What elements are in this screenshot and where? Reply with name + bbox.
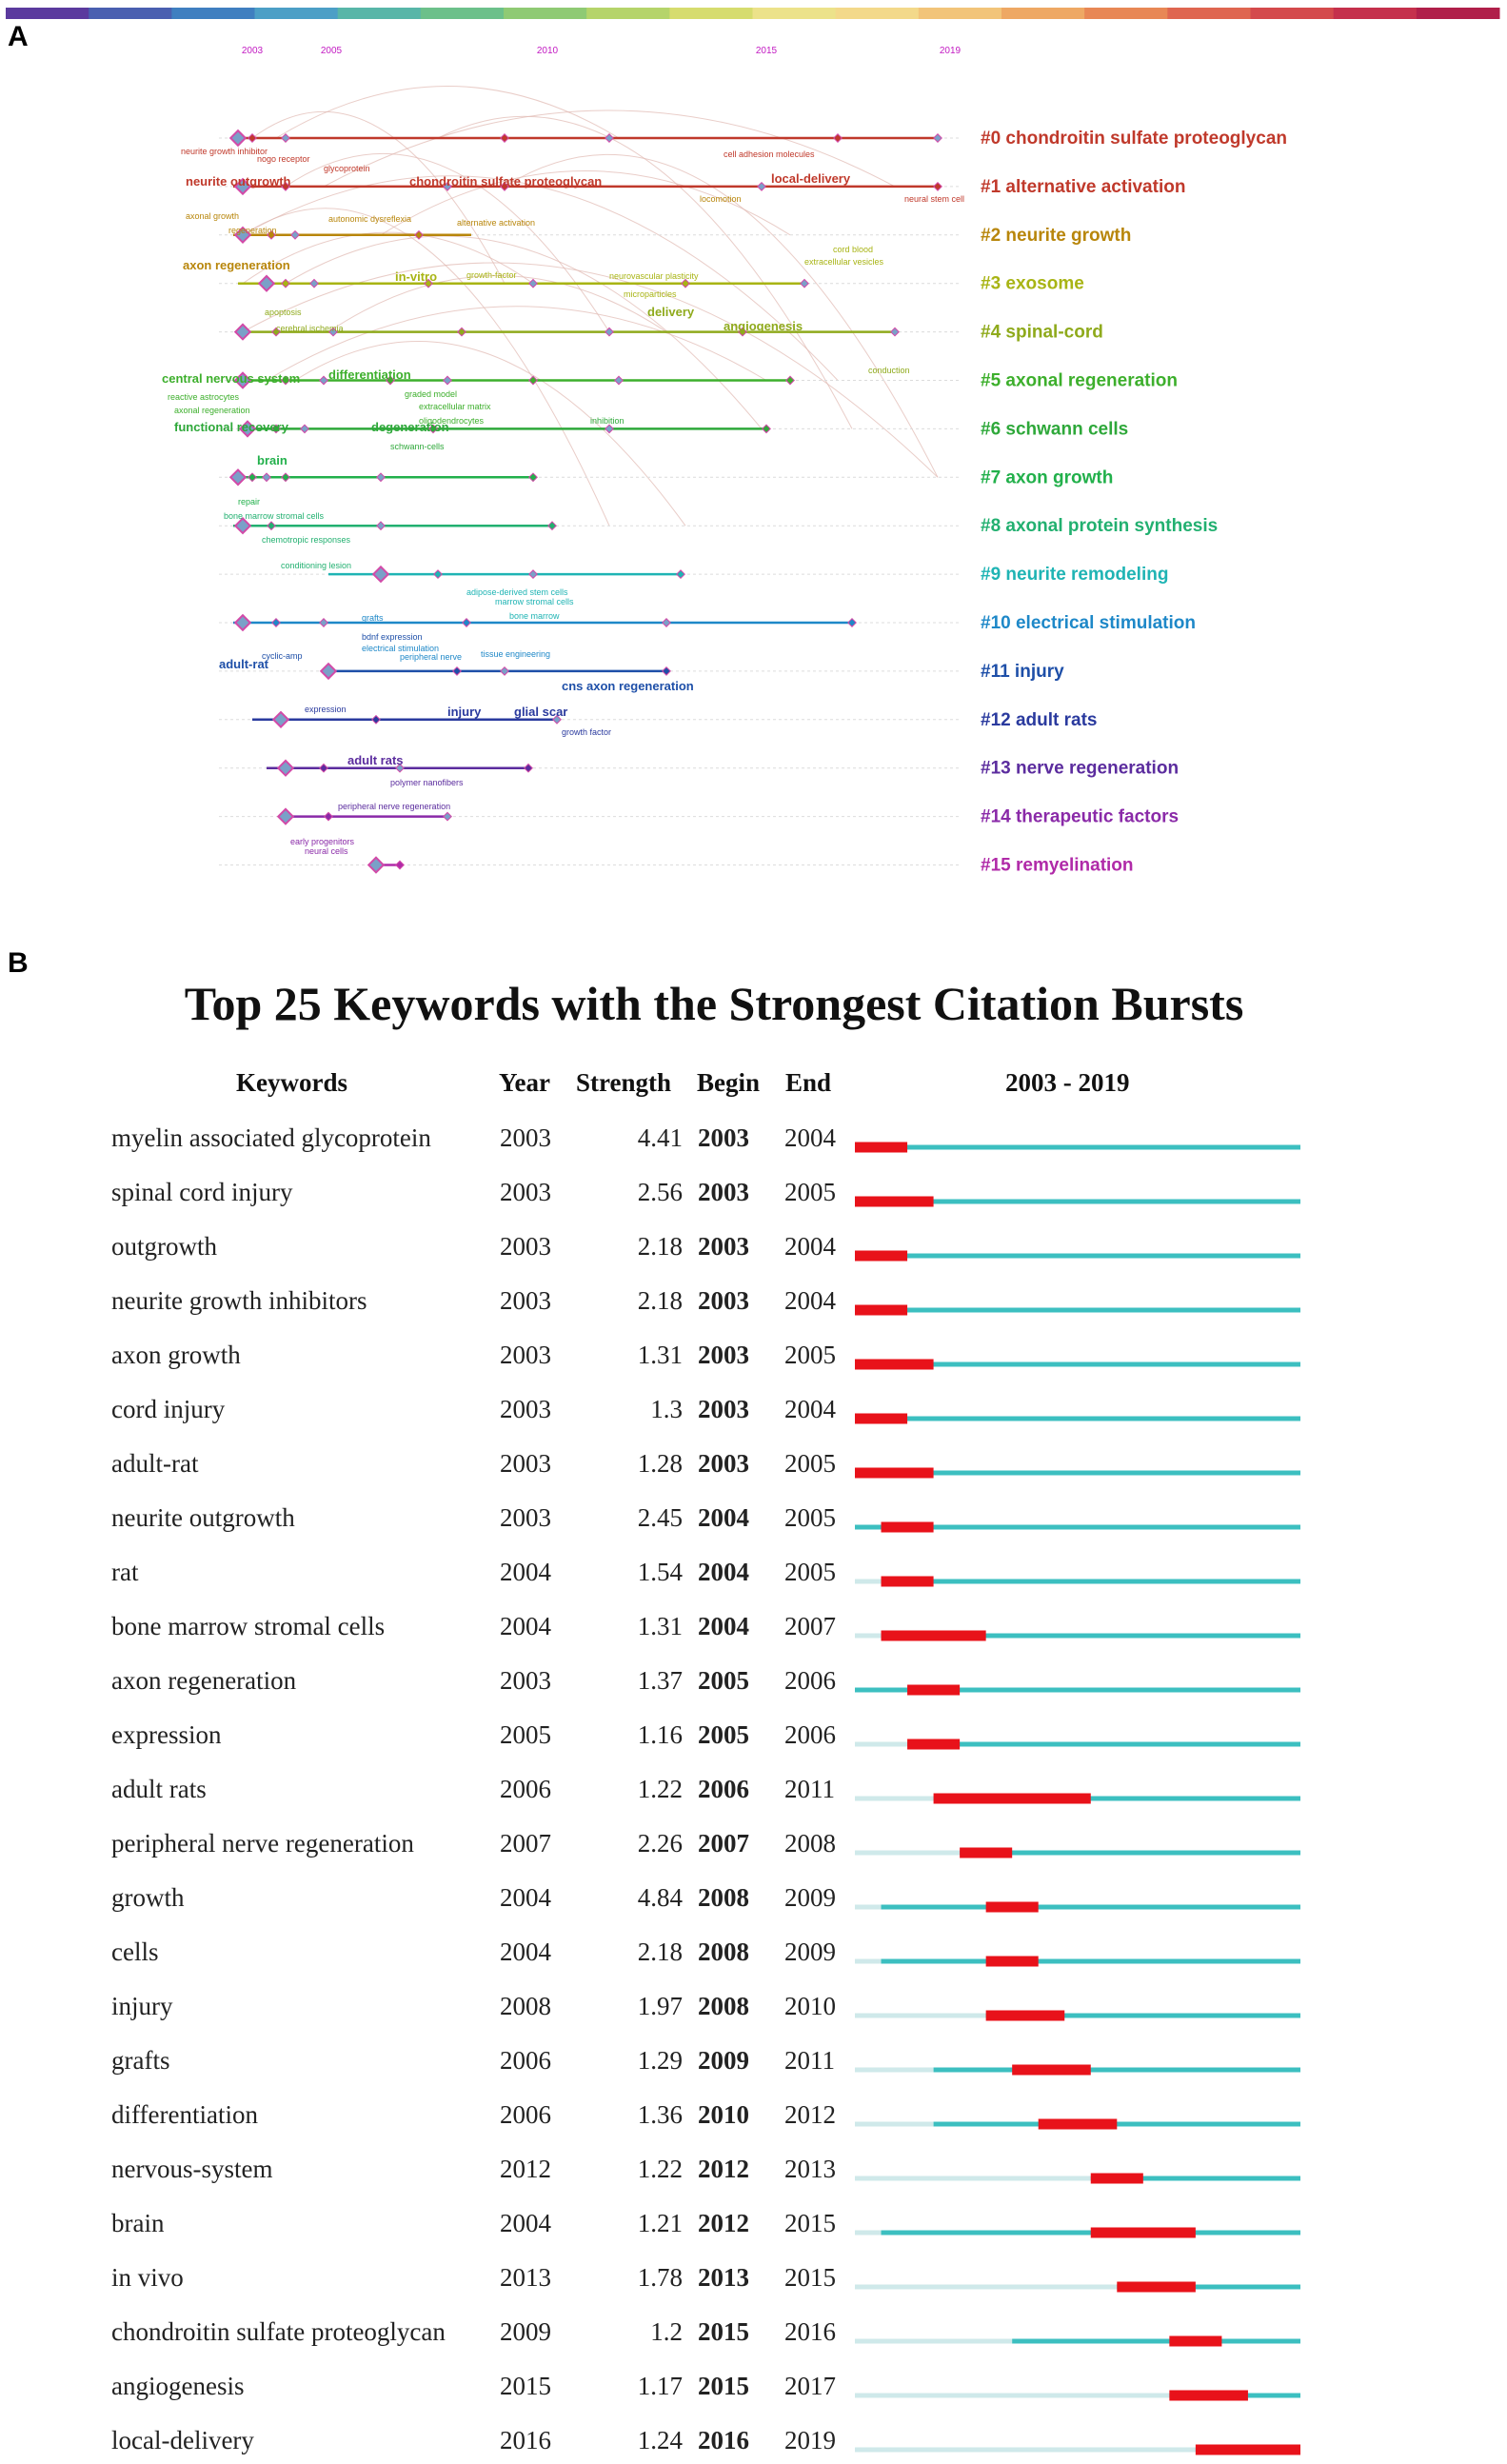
keyword-term-label: tissue engineering [481, 649, 551, 659]
begin-cell: 2003 [698, 1286, 749, 1315]
burst-segment [855, 1143, 907, 1153]
active-segment [882, 1905, 1300, 1910]
active-segment [882, 1959, 1300, 1964]
inactive-segment [855, 1851, 960, 1856]
begin-cell: 2003 [698, 1123, 749, 1152]
keyword-cell: cord injury [111, 1395, 226, 1423]
keyword-term-label: angiogenesis [724, 319, 803, 333]
strength-cell: 1.16 [637, 1720, 683, 1749]
keyword-term-label: expression [305, 705, 347, 714]
keyword-term-label: peripheral nerve regeneration [338, 802, 451, 811]
year-label: 2010 [536, 46, 559, 56]
end-cell: 2010 [784, 1992, 836, 2020]
burst-segment [1117, 2282, 1196, 2293]
keyword-term-label: degeneration [371, 420, 449, 434]
keyword-term-label: bone marrow [509, 611, 560, 621]
strength-cell: 2.56 [637, 1178, 683, 1206]
strength-cell: 1.28 [637, 1449, 683, 1478]
year-label: 2019 [939, 46, 962, 56]
keyword-term-label: adult-rat [219, 657, 268, 671]
keyword-term-label: axonal growth [186, 211, 240, 221]
begin-cell: 2005 [698, 1666, 749, 1695]
strength-cell: 1.37 [637, 1666, 683, 1695]
burst-segment [986, 1902, 1039, 1913]
end-cell: 2009 [784, 1937, 836, 1966]
keyword-term-label: polymer nanofibers [390, 778, 464, 787]
end-cell: 2011 [784, 2046, 835, 2075]
cluster-label: #13 nerve regeneration [981, 758, 1180, 779]
keyword-cell: axon growth [111, 1341, 241, 1369]
keyword-cell: angiogenesis [111, 2372, 245, 2400]
inactive-segment [855, 2394, 1169, 2398]
active-segment [855, 1145, 1300, 1150]
keyword-cell: bone marrow stromal cells [111, 1612, 386, 1640]
end-cell: 2006 [784, 1720, 836, 1749]
cluster-label: #5 axonal regeneration [981, 370, 1178, 391]
cluster-label: #12 adult rats [981, 709, 1098, 730]
burst-segment [855, 1468, 934, 1479]
inactive-segment [855, 1580, 882, 1584]
end-cell: 2007 [784, 1612, 836, 1640]
keyword-term-label: cord blood [833, 245, 874, 254]
keyword-cell: injury [111, 1992, 173, 2020]
strength-cell: 2.26 [637, 1829, 683, 1858]
keyword-cell: local-delivery [111, 2426, 254, 2454]
end-cell: 2006 [784, 1666, 836, 1695]
begin-cell: 2008 [698, 1937, 749, 1966]
year-cell: 2003 [500, 1503, 551, 1532]
header-strength: Strength [576, 1068, 672, 1097]
begin-cell: 2005 [698, 1720, 749, 1749]
keyword-term-label: extracellular matrix [419, 402, 491, 411]
strength-cell: 2.18 [637, 1232, 683, 1261]
strength-cell: 1.31 [637, 1341, 683, 1369]
cluster-label: #7 axon growth [981, 467, 1114, 488]
header-begin: Begin [697, 1068, 761, 1097]
begin-cell: 2004 [698, 1612, 749, 1640]
end-cell: 2015 [784, 2263, 836, 2292]
begin-cell: 2006 [698, 1775, 749, 1803]
keyword-cell: axon regeneration [111, 1666, 297, 1695]
keyword-term-label: neurovascular plasticity [609, 271, 699, 281]
burst-segment [855, 1197, 934, 1207]
keyword-term-label: glycoprotein [324, 164, 370, 173]
burst-segment [1091, 2174, 1143, 2184]
keyword-term-label: autonomic dysreflexia [328, 214, 412, 224]
year-cell: 2015 [500, 2372, 551, 2400]
year-label: 2005 [320, 46, 343, 56]
inactive-segment [855, 1797, 934, 1801]
strength-cell: 1.22 [637, 2155, 683, 2183]
burst-segment [907, 1685, 960, 1696]
active-segment [1012, 2339, 1300, 2344]
header-year-range: 2003 - 2019 [1005, 1068, 1130, 1097]
panel-label-a: A [8, 21, 29, 52]
inactive-segment [855, 2122, 934, 2127]
strength-cell: 2.18 [637, 1286, 683, 1315]
year-cell: 2007 [500, 1829, 551, 1858]
keyword-term-label: peripheral nerve [400, 652, 463, 662]
keyword-term-label: oligodendrocytes [419, 416, 485, 426]
strength-cell: 4.84 [637, 1883, 683, 1912]
strength-cell: 1.17 [637, 2372, 683, 2400]
cluster-label: #2 neurite growth [981, 225, 1132, 246]
strength-cell: 1.2 [650, 2317, 683, 2346]
burst-segment [1196, 2445, 1300, 2455]
strength-cell: 1.21 [637, 2209, 683, 2237]
inactive-segment [855, 2068, 934, 2073]
burst-segment [855, 1305, 907, 1316]
strength-cell: 1.24 [637, 2426, 683, 2454]
end-cell: 2019 [784, 2426, 836, 2454]
begin-cell: 2003 [698, 1341, 749, 1369]
keyword-term-label: marrow stromal cells [495, 597, 574, 606]
burst-segment [1169, 2336, 1221, 2347]
keyword-term-label: electrical stimulation [362, 644, 440, 653]
year-cell: 2004 [500, 1937, 551, 1966]
year-cell: 2004 [500, 1612, 551, 1640]
year-cell: 2004 [500, 1883, 551, 1912]
active-segment [855, 1308, 1300, 1313]
burst-segment [882, 1631, 986, 1641]
keyword-term-label: bone marrow stromal cells [224, 511, 325, 521]
year-cell: 2003 [500, 1232, 551, 1261]
cluster-label: #10 electrical stimulation [981, 613, 1196, 633]
keyword-term-label: microparticles [624, 289, 677, 299]
keyword-cell: growth [111, 1883, 185, 1912]
year-cell: 2003 [500, 1341, 551, 1369]
keyword-term-label: local-delivery [771, 171, 851, 186]
cluster-label: #3 exosome [981, 273, 1084, 294]
keyword-term-label: early progenitors [290, 837, 355, 846]
keyword-term-label: adipose-derived stem cells [466, 587, 568, 597]
keyword-cell: peripheral nerve regeneration [111, 1829, 414, 1858]
strength-cell: 1.54 [637, 1558, 683, 1586]
inactive-segment [855, 2339, 1012, 2344]
year-cell: 2006 [500, 2046, 551, 2075]
cluster-label: #9 neurite remodeling [981, 565, 1169, 586]
burst-segment [907, 1739, 960, 1750]
keyword-cell: adult rats [111, 1775, 207, 1803]
inactive-segment [855, 1742, 907, 1747]
keyword-term-label: neurite outgrowth [186, 174, 291, 189]
burst-segment [986, 1957, 1039, 1967]
header-end: End [785, 1068, 832, 1097]
keyword-term-label: glial scar [514, 705, 568, 719]
end-cell: 2005 [784, 1178, 836, 1206]
strength-cell: 1.29 [637, 2046, 683, 2075]
inactive-segment [855, 2176, 1091, 2181]
keyword-cell: grafts [111, 2046, 170, 2075]
keyword-term-label: axon regeneration [183, 258, 290, 272]
keyword-term-label: conditioning lesion [281, 561, 352, 570]
keyword-cell: cells [111, 1937, 159, 1966]
keyword-term-label: locomotion [700, 194, 742, 204]
burst-segment [934, 1794, 1091, 1804]
keyword-term-label: cns axon regeneration [562, 679, 694, 693]
chart-title: Top 25 Keywords with the Strongest Citation Bursts [184, 977, 1244, 1030]
keyword-cell: brain [111, 2209, 165, 2237]
end-cell: 2004 [784, 1286, 836, 1315]
keyword-term-label: apoptosis [265, 308, 302, 317]
inactive-segment [855, 2014, 986, 2018]
year-label: 2015 [755, 46, 778, 56]
begin-cell: 2003 [698, 1449, 749, 1478]
end-cell: 2004 [784, 1395, 836, 1423]
cluster-label: #0 chondroitin sulfate proteoglycan [981, 129, 1287, 149]
year-cell: 2013 [500, 2263, 551, 2292]
inactive-segment [855, 2285, 1117, 2290]
year-cell: 2003 [500, 1449, 551, 1478]
keyword-term-label: extracellular vesicles [804, 257, 884, 267]
burst-segment [855, 1414, 907, 1424]
begin-cell: 2004 [698, 1503, 749, 1532]
keyword-term-label: functional recovery [174, 420, 288, 434]
inactive-segment [855, 1959, 882, 1964]
year-cell: 2003 [500, 1666, 551, 1695]
end-cell: 2004 [784, 1123, 836, 1152]
year-cell: 2003 [500, 1123, 551, 1152]
year-cell: 2012 [500, 2155, 551, 2183]
keyword-term-label: alternative activation [457, 218, 536, 228]
begin-cell: 2003 [698, 1178, 749, 1206]
year-cell: 2008 [500, 1992, 551, 2020]
begin-cell: 2003 [698, 1395, 749, 1423]
keyword-cell: in vivo [111, 2263, 184, 2292]
keyword-term-label: cyclic-amp [262, 651, 303, 661]
cluster-label: #1 alternative activation [981, 176, 1186, 197]
keyword-cell: nervous-system [111, 2155, 273, 2183]
burst-segment [960, 1848, 1012, 1858]
keyword-term-label: delivery [647, 305, 695, 319]
strength-cell: 1.3 [650, 1395, 683, 1423]
inactive-segment [855, 2231, 882, 2235]
year-cell: 2003 [500, 1395, 551, 1423]
strength-cell: 1.31 [637, 1612, 683, 1640]
keyword-cell: neurite outgrowth [111, 1503, 295, 1532]
keyword-term-label: brain [257, 453, 288, 467]
keyword-term-label: axonal regeneration [174, 406, 250, 415]
burst-segment [882, 1577, 934, 1587]
strength-cell: 1.22 [637, 1775, 683, 1803]
inactive-segment [855, 1634, 882, 1639]
keyword-cell: spinal cord injury [111, 1178, 293, 1206]
cluster-label: #15 remyelination [981, 855, 1134, 876]
active-segment [855, 1417, 1300, 1421]
cluster-label: #8 axonal protein synthesis [981, 516, 1219, 537]
burst-segment [855, 1251, 907, 1262]
keyword-cell: expression [111, 1720, 222, 1749]
end-cell: 2012 [784, 2100, 836, 2129]
burst-segment [855, 1360, 934, 1370]
keyword-term-label: injury [447, 705, 482, 719]
begin-cell: 2015 [698, 2317, 749, 2346]
keyword-term-label: chondroitin sulfate proteoglycan [409, 174, 603, 189]
keyword-term-label: grafts [362, 613, 384, 623]
keyword-cell: outgrowth [111, 1232, 217, 1261]
end-cell: 2016 [784, 2317, 836, 2346]
keyword-term-label: central nervous system [162, 371, 301, 386]
keyword-cell: myelin associated glycoprotein [111, 1123, 431, 1152]
burst-segment [1091, 2228, 1196, 2238]
keyword-term-label: neurite growth inhibitor [181, 147, 268, 156]
active-segment [934, 2068, 1300, 2073]
strength-cell: 4.41 [637, 1123, 683, 1152]
keyword-term-label: differentiation [328, 368, 411, 382]
keyword-term-label: growth factor [562, 727, 612, 737]
keyword-cell: neurite growth inhibitors [111, 1286, 367, 1315]
end-cell: 2013 [784, 2155, 836, 2183]
year-cell: 2003 [500, 1178, 551, 1206]
cluster-label: #14 therapeutic factors [981, 806, 1180, 827]
cluster-label: #11 injury [981, 661, 1064, 682]
keyword-term-label: inhibition [590, 416, 625, 426]
begin-cell: 2012 [698, 2209, 749, 2237]
burst-segment [1169, 2391, 1248, 2401]
keyword-cell: differentiation [111, 2100, 258, 2129]
keyword-term-label: reactive astrocytes [168, 392, 240, 402]
year-cell: 2006 [500, 1775, 551, 1803]
end-cell: 2009 [784, 1883, 836, 1912]
active-segment [855, 1254, 1300, 1259]
strength-cell: 2.18 [637, 1937, 683, 1966]
burst-segment [1039, 2119, 1118, 2130]
keyword-term-label: neural cells [305, 846, 348, 856]
inactive-segment [855, 1905, 882, 1910]
end-cell: 2004 [784, 1232, 836, 1261]
burst-segment [882, 1522, 934, 1533]
year-cell: 2003 [500, 1286, 551, 1315]
keyword-cell: rat [111, 1558, 139, 1586]
year-label: 2003 [241, 46, 264, 56]
begin-cell: 2013 [698, 2263, 749, 2292]
end-cell: 2015 [784, 2209, 836, 2237]
keyword-cell: adult-rat [111, 1449, 199, 1478]
keyword-term-label: bdnf expression [362, 632, 423, 642]
keyword-term-label: chemotropic responses [262, 535, 351, 545]
keyword-term-label: in-vitro [395, 269, 438, 284]
year-cell: 2004 [500, 2209, 551, 2237]
strength-cell: 1.97 [637, 1992, 683, 2020]
cluster-label: #4 spinal-cord [981, 322, 1103, 343]
begin-cell: 2008 [698, 1883, 749, 1912]
begin-cell: 2009 [698, 2046, 749, 2075]
burst-segment [986, 2011, 1065, 2021]
strength-cell: 1.36 [637, 2100, 683, 2129]
panel-label-b: B [8, 947, 29, 979]
begin-cell: 2004 [698, 1558, 749, 1586]
keyword-term-label: conduction [868, 366, 910, 375]
active-segment [882, 1580, 1300, 1584]
begin-cell: 2003 [698, 1232, 749, 1261]
header-keywords: Keywords [236, 1068, 347, 1097]
keyword-term-label: nogo receptor [257, 154, 310, 164]
year-cell: 2004 [500, 1558, 551, 1586]
begin-cell: 2010 [698, 2100, 749, 2129]
inactive-segment [855, 2448, 1196, 2453]
cluster-label: #6 schwann cells [981, 419, 1129, 440]
strength-cell: 2.45 [637, 1503, 683, 1532]
begin-cell: 2015 [698, 2372, 749, 2400]
begin-cell: 2016 [698, 2426, 749, 2454]
begin-cell: 2008 [698, 1992, 749, 2020]
keyword-term-label: cerebral ischemia [276, 324, 344, 333]
keyword-term-label: schwann-cells [390, 442, 445, 451]
end-cell: 2008 [784, 1829, 836, 1858]
year-cell: 2006 [500, 2100, 551, 2129]
begin-cell: 2007 [698, 1829, 749, 1858]
year-cell: 2016 [500, 2426, 551, 2454]
end-cell: 2017 [784, 2372, 836, 2400]
keyword-term-label: growth-factor [466, 270, 517, 280]
end-cell: 2005 [784, 1449, 836, 1478]
active-segment [907, 1742, 1300, 1747]
keyword-term-label: cell adhesion molecules [724, 149, 815, 159]
header-year: Year [499, 1068, 550, 1097]
keyword-term-label: repair [238, 497, 261, 507]
keyword-term-label: graded model [405, 389, 458, 399]
end-cell: 2011 [784, 1775, 835, 1803]
end-cell: 2005 [784, 1503, 836, 1532]
begin-cell: 2012 [698, 2155, 749, 2183]
burst-segment [1012, 2065, 1091, 2076]
keyword-term-label: adult rats [347, 753, 404, 767]
year-cell: 2009 [500, 2317, 551, 2346]
keyword-term-label: neural stem cell [904, 194, 965, 204]
strength-cell: 1.78 [637, 2263, 683, 2292]
year-cell: 2005 [500, 1720, 551, 1749]
end-cell: 2005 [784, 1558, 836, 1586]
end-cell: 2005 [784, 1341, 836, 1369]
keyword-cell: chondroitin sulfate proteoglycan [111, 2317, 446, 2346]
keyword-term-label: regeneration [228, 226, 277, 235]
